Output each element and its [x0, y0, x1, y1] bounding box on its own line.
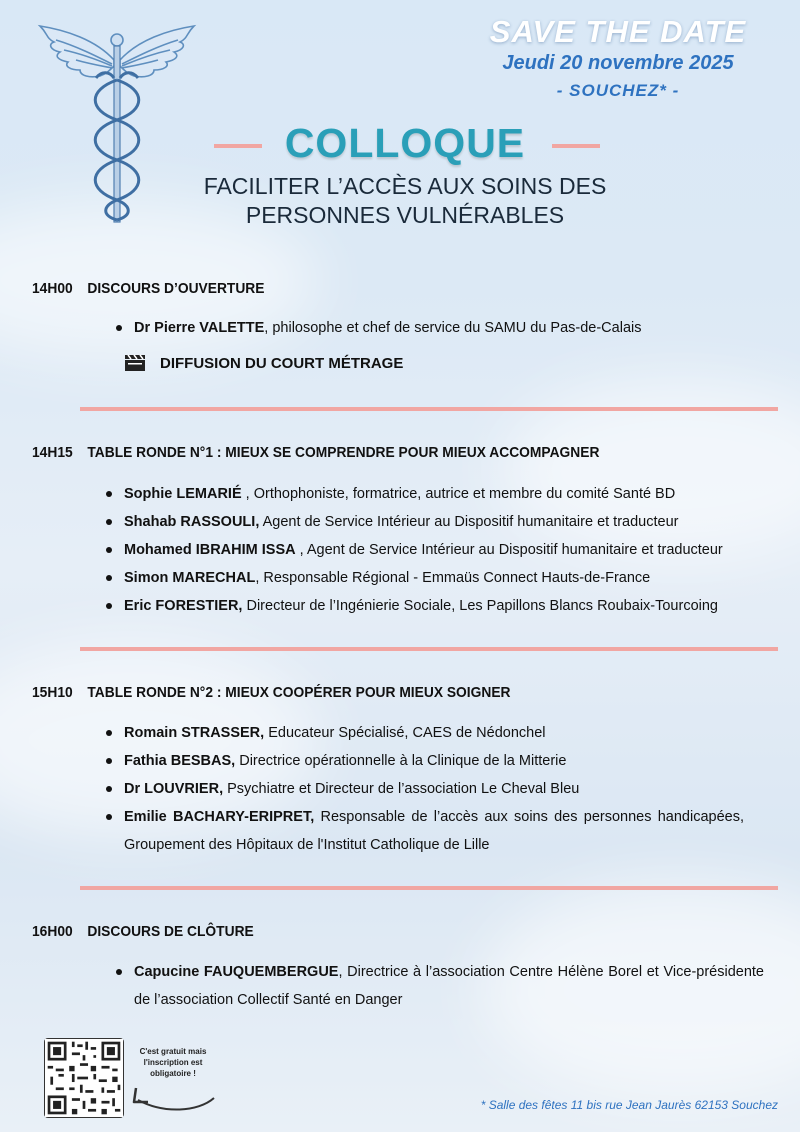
speaker-item — [104, 775, 744, 803]
speaker-name: Simon MARECHAL — [124, 570, 256, 586]
section-divider — [80, 407, 778, 411]
section-heading — [32, 280, 264, 297]
section-time: 14H15 — [32, 444, 73, 461]
registration-note: C'est gratuit mais l'inscription est obligatoire ! — [139, 1047, 207, 1078]
title-block — [210, 120, 600, 167]
section-heading — [32, 444, 599, 461]
curved-arrow-icon — [128, 1078, 218, 1114]
speaker-role: , Orthophoniste, formatrice, autrice et membre du comité Santé BD — [241, 486, 676, 502]
section-title: TABLE RONDE N°1 : MIEUX SE COMPRENDRE POUR MIEUX ACCOMPAGNER — [87, 444, 600, 461]
qr-code-pattern — [45, 1039, 123, 1117]
save-the-date-title: SAVE THE DATE — [489, 14, 747, 49]
speaker-name: Romain STRASSER, — [124, 725, 265, 741]
speaker-item — [104, 803, 744, 859]
film-screening — [124, 354, 403, 372]
section-heading — [32, 684, 511, 701]
subtitle-line: PERSONNES VULNÉRABLES — [245, 202, 565, 228]
speaker-name: Dr Pierre VALETTE — [134, 320, 265, 336]
speaker-role: , Directrice à l’association Centre Hélène Borel et Vice-présidente de l’association Collectif Santé en Danger — [134, 964, 764, 1008]
section-divider — [80, 647, 778, 651]
section-time: 16H00 — [32, 923, 73, 940]
event-date: Jeudi 20 novembre 2025 — [502, 52, 734, 74]
section-heading — [32, 923, 254, 940]
speaker-name: Mohamed IBRAHIM ISSA — [124, 542, 296, 558]
speaker-item — [104, 747, 744, 775]
speaker-role: Responsable de l’accès aux soins des personnes handicapées, Groupement des Hôpitaux de l'Institut Catholique de Lille — [124, 809, 745, 853]
speaker-list — [104, 719, 744, 859]
speaker-role: Directrice opérationnelle à la Clinique de la Mitterie — [235, 753, 567, 769]
speaker-name: Eric FORESTIER, — [124, 598, 243, 614]
speaker-name: Sophie LEMARIÉ — [124, 486, 242, 502]
speaker-item — [104, 564, 764, 592]
section-title: DISCOURS D’OUVERTURE — [87, 280, 265, 297]
speaker-list — [114, 958, 764, 1014]
clapperboard-icon — [124, 354, 146, 372]
speaker-role: Psychiatre et Directeur de l’association Le Cheval Bleu — [223, 781, 580, 797]
speaker-name: Dr LOUVRIER, — [124, 781, 224, 797]
section-time: 15H10 — [32, 684, 73, 701]
section-title: DISCOURS DE CLÔTURE — [87, 923, 254, 940]
speaker-list — [104, 480, 764, 620]
event-place: - SOUCHEZ* - — [556, 81, 680, 100]
caduceus-icon — [36, 20, 198, 230]
speaker-role: Educateur Spécialisé, CAES de Nédonchel — [264, 725, 546, 741]
section-title: TABLE RONDE N°2 : MIEUX COOPÉRER POUR MIEUX SOIGNER — [87, 684, 511, 701]
speaker-role: , Agent de Service Intérieur au Dispositif humanitaire et traducteur — [295, 542, 723, 558]
speaker-list — [114, 314, 774, 342]
speaker-role: , philosophe et chef de service du SAMU du Pas-de-Calais — [264, 320, 642, 336]
speaker-item — [114, 314, 774, 342]
speaker-item — [104, 592, 764, 620]
speaker-role: Agent de Service Intérieur au Dispositif humanitaire et traducteur — [259, 514, 679, 530]
speaker-role: , Responsable Régional - Emmaüs Connect Hauts-de-France — [255, 570, 651, 586]
speaker-item — [104, 719, 744, 747]
speaker-item — [104, 480, 764, 508]
footer-address: * Salle des fêtes 11 bis rue Jean Jaurès 62153 Souchez — [480, 1098, 778, 1112]
subtitle-line: FACILITER L’ACCÈS AUX SOINS DES — [203, 173, 607, 199]
save-the-date-block — [488, 14, 748, 101]
qr-code[interactable] — [44, 1038, 124, 1118]
speaker-name: Emilie BACHARY-ERIPRET, — [124, 809, 315, 825]
film-screening-label: DIFFUSION DU COURT MÉTRAGE — [160, 354, 404, 372]
speaker-item — [104, 536, 764, 564]
speaker-role: Directeur de l’Ingénierie Sociale, Les Papillons Blancs Roubaix-Tourcoing — [242, 598, 718, 614]
event-type-title: COLLOQUE — [284, 120, 526, 166]
speaker-item — [104, 508, 764, 536]
speaker-item — [114, 958, 764, 1014]
speaker-name: Shahab RASSOULI, — [124, 514, 260, 530]
speaker-name: Capucine FAUQUEMBERGUE — [134, 964, 339, 980]
section-time: 14H00 — [32, 280, 73, 297]
speaker-name: Fathia BESBAS, — [124, 753, 236, 769]
event-subtitle — [190, 172, 620, 230]
section-divider — [80, 886, 778, 890]
